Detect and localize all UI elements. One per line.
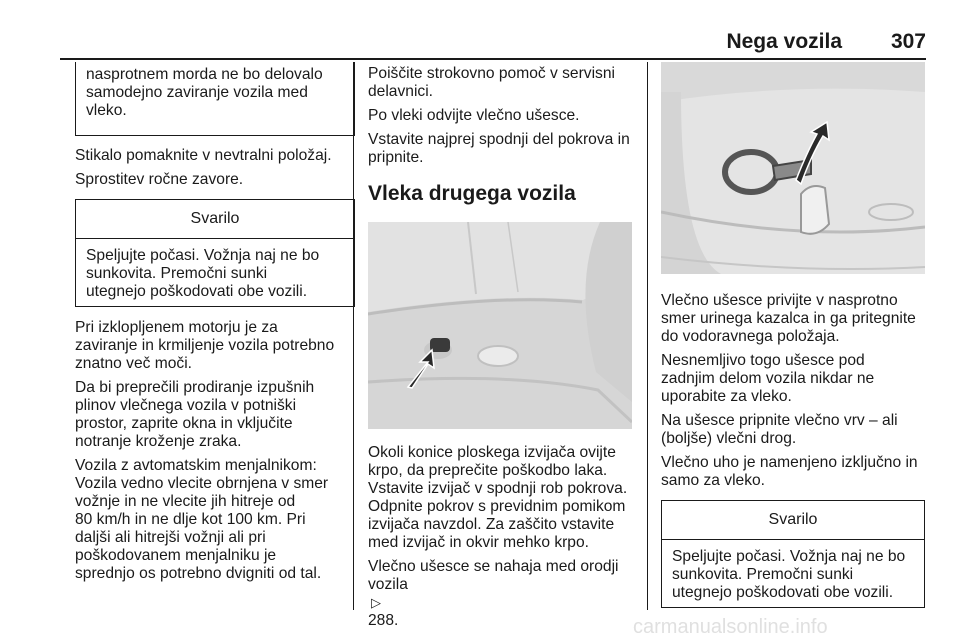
- paragraph-screw: [661, 292, 929, 346]
- paragraph-purpose: [661, 454, 929, 490]
- column-3: [661, 292, 929, 608]
- text-line: zadnjim delom vozila nikdar ne: [661, 370, 875, 387]
- text-line: Odpnite pokrov s previdnim pomikom: [368, 498, 626, 515]
- text-line: notranje kroženje zraka.: [75, 433, 242, 450]
- header-divider: [60, 58, 926, 60]
- text-line: daljši ali hitrejši vožnji ali pri: [75, 529, 266, 546]
- section-title: Nega vozila: [726, 30, 842, 53]
- page-reference-link[interactable]: 288.: [368, 612, 399, 629]
- text-line: med izvijač in okvir mehko krpo.: [368, 534, 589, 551]
- text-line: Vstavite izvijač v spodnji rob pokrova.: [368, 480, 628, 497]
- text-line: vožnje in ne vlecite jih hitreje od: [75, 493, 296, 510]
- paragraph-release: Sprostitev ročne zavore.: [75, 171, 244, 188]
- text-line: Vlečno ušesce se nahaja med orodji: [368, 558, 619, 575]
- paragraph-rope: [661, 412, 929, 448]
- column-divider: [647, 62, 648, 610]
- reference-arrow-icon: ▷: [371, 595, 381, 610]
- column-1: [75, 62, 355, 583]
- text-line: pripnite.: [368, 149, 424, 166]
- text-line: prostor, zaprite okna in vključite: [75, 415, 293, 432]
- text-line: smer urinega kazalca in ga pritegnite: [661, 310, 916, 327]
- paragraph-lever: [368, 444, 638, 552]
- text-line: 80 km/h in ne dlje kot 100 km. Pri: [75, 511, 306, 528]
- note-line: samodejno zaviranje vozila med: [86, 84, 308, 101]
- paragraph-service: [368, 65, 638, 101]
- text-line: Okoli konice ploskega izvijača ovijte: [368, 444, 616, 461]
- text-line: Poiščite strokovno pomoč v servisni: [368, 65, 615, 82]
- text-line: samo za vleko.: [661, 472, 766, 489]
- warning-line: utegnejo poškodovati obe vozili.: [672, 584, 894, 601]
- text-line: do vodoravnega položaja.: [661, 328, 840, 345]
- column-2-lower: [368, 444, 638, 630]
- text-line: Nesnemljivo togo ušesce pod: [661, 352, 865, 369]
- paragraph-exhaust: [75, 379, 355, 451]
- text-line: zaviranje in krmiljenje vozila potrebno: [75, 337, 335, 354]
- paragraph-engine-off: [75, 319, 355, 373]
- paragraph-location: [368, 558, 638, 630]
- warning-line: Speljujte počasi. Vožnja naj ne bo: [672, 548, 906, 565]
- paragraph-switch: Stikalo pomaknite v nevtralni položaj.: [75, 147, 332, 164]
- column-divider: [353, 62, 354, 610]
- text-line: Vlečno ušesce privijte v nasprotno: [661, 292, 898, 309]
- location-prefix: vozila: [368, 576, 408, 593]
- watermark: carmanualsonline.info: [633, 616, 828, 638]
- warning-box: [661, 500, 925, 608]
- text-line: izvijača navzdol. Za zaščito vstavite: [368, 516, 615, 533]
- warning-box: [75, 199, 355, 307]
- column-2: [368, 62, 638, 203]
- paragraph-cover: [368, 131, 638, 167]
- warning-title: Svarilo: [76, 200, 354, 239]
- warning-line: sunkovita. Premočni sunki: [86, 265, 268, 282]
- text-line: Vstavite najprej spodnji del pokrova in: [368, 131, 630, 148]
- warning-line: sunkovita. Premočni sunki: [672, 566, 854, 583]
- note-line: nasprotnem morda ne bo delovalo: [86, 66, 323, 83]
- text-line: krpo, da preprečite poškodbo laka.: [368, 462, 608, 479]
- text-line: delavnici.: [368, 83, 434, 100]
- page-number: 307: [890, 30, 926, 53]
- towing-eye-drawing: [661, 62, 925, 274]
- paragraph-tow-bar: [661, 352, 929, 406]
- paragraph-automatic: [75, 457, 355, 583]
- warning-line: utegnejo poškodovati obe vozili.: [86, 283, 308, 300]
- note-line: vleko.: [86, 102, 127, 119]
- illustration-bumper-cover: [368, 222, 632, 429]
- text-line: Vozila z avtomatskim menjalnikom:: [75, 457, 317, 474]
- text-line: Vlečno uho je namenjeno izključno in: [661, 454, 918, 471]
- text-line: [368, 576, 638, 630]
- text-line: Vozila vedno vlecite obrnjena v smer: [75, 475, 329, 492]
- text-line: poškodovanem menjalniku je: [75, 547, 277, 564]
- text-line: (boljše) vlečni drog.: [661, 430, 797, 447]
- bumper-cover-drawing: [368, 222, 632, 429]
- text-line: plinov vlečnega vozila v potniški: [75, 397, 297, 414]
- illustration-towing-eye: [661, 62, 925, 274]
- warning-line: Speljujte počasi. Vožnja naj ne bo: [86, 247, 320, 264]
- text-line: sprednjo os potrebno dvigniti od tal.: [75, 565, 322, 582]
- page-header: [60, 30, 926, 56]
- note-box: [75, 62, 355, 136]
- text-line: znatno več moči.: [75, 355, 193, 372]
- text-line: Pri izklopljenem motorju je za: [75, 319, 278, 336]
- text-line: uporabite za vleko.: [661, 388, 792, 405]
- text-line: Da bi preprečili prodiranje izpušnih: [75, 379, 315, 396]
- section-heading: Vleka drugega vozila: [368, 182, 576, 205]
- paragraph-unscrew: Po vleki odvijte vlečno ušesce.: [368, 107, 580, 124]
- warning-title: Svarilo: [662, 501, 924, 540]
- text-line: Na ušesce pripnite vlečno vrv – ali: [661, 412, 898, 429]
